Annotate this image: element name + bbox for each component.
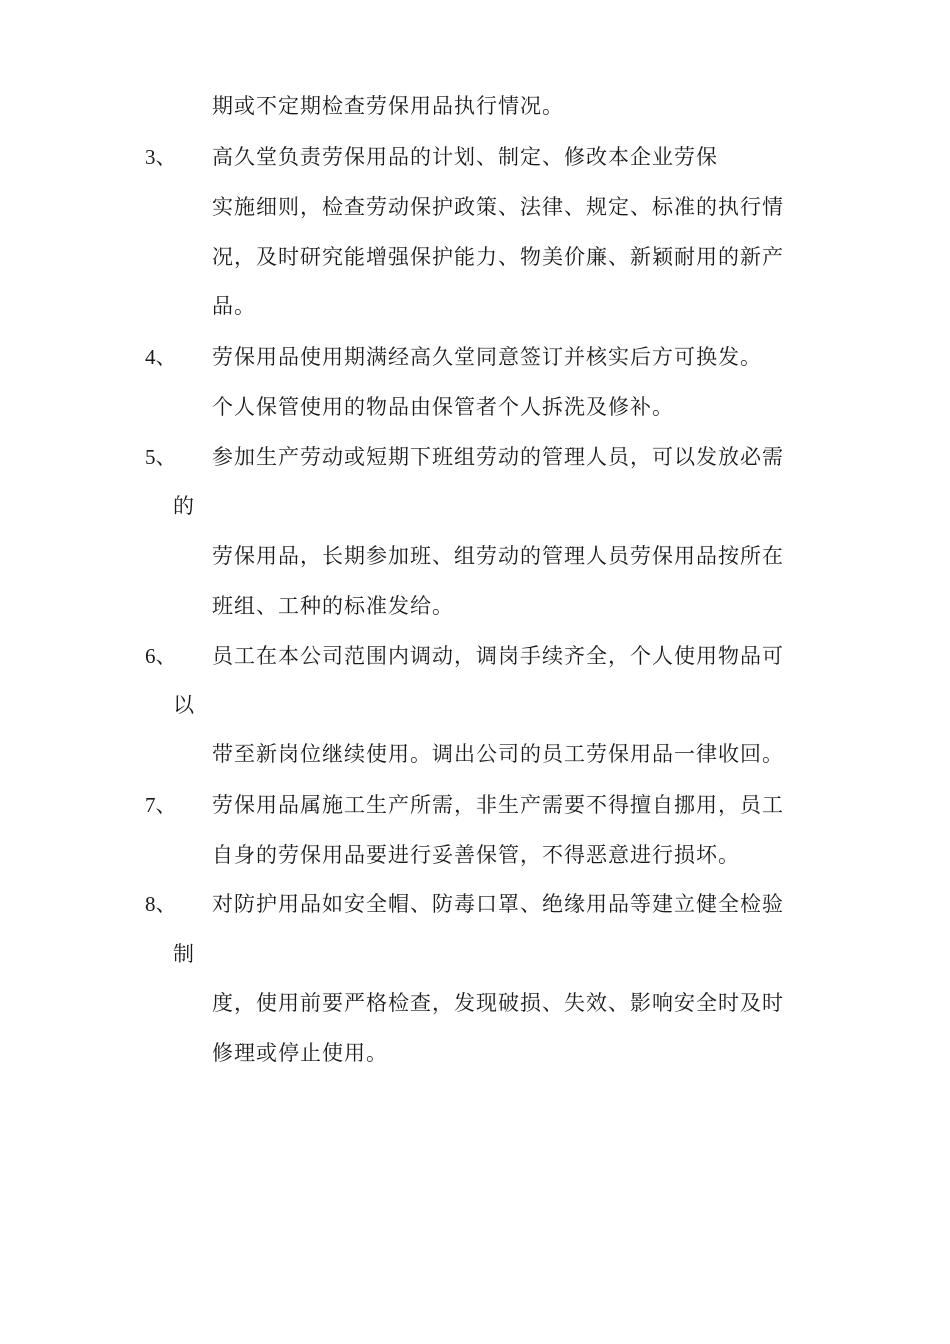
text-line: 以 [173, 693, 195, 717]
item-number-8: 8、 [145, 892, 177, 916]
text-line: 参加生产劳动或短期下班组劳动的管理人员，可以发放必需 [212, 445, 784, 469]
item-number-5: 5、 [145, 445, 177, 469]
text-line: 劳保用品使用期满经高久堂同意签订并核实后方可换发。 [212, 345, 762, 369]
text-line: 高久堂负责劳保用品的计划、制定、修改本企业劳保 [212, 145, 718, 169]
item-number-7: 7、 [145, 793, 177, 817]
text-line: 员工在本公司范围内调动，调岗手续齐全，个人使用物品可 [212, 644, 784, 668]
text-line: 自身的劳保用品要进行妥善保管，不得恶意进行损坏。 [212, 843, 740, 867]
text-line: 品。 [212, 294, 256, 318]
text-line: 的 [173, 494, 195, 518]
text-line: 修理或停止使用。 [212, 1041, 388, 1065]
text-line: 班组、工种的标准发给。 [212, 594, 454, 618]
text-line: 劳保用品属施工生产所需，非生产需要不得擅自挪用，员工 [212, 793, 784, 817]
text-line: 制 [173, 942, 195, 966]
item-number-6: 6、 [145, 644, 177, 668]
item-number-4: 4、 [145, 345, 177, 369]
text-line: 带至新岗位继续使用。调出公司的员工劳保用品一律收回。 [212, 742, 784, 766]
text-line: 实施细则，检查劳动保护政策、法律、规定、标准的执行情 [212, 195, 784, 219]
text-line: 对防护用品如安全帽、防毒口罩、绝缘用品等建立健全检验 [212, 892, 784, 916]
text-line: 个人保管使用的物品由保管者个人拆洗及修补。 [212, 395, 674, 419]
item-number-3: 3、 [145, 145, 177, 169]
text-line: 况，及时研究能增强保护能力、物美价廉、新颖耐用的新产 [212, 245, 784, 269]
text-line: 度，使用前要严格检查，发现破损、失效、影响安全时及时 [212, 991, 784, 1015]
text-line: 劳保用品，长期参加班、组劳动的管理人员劳保用品按所在 [212, 544, 784, 568]
text-line: 期或不定期检查劳保用品执行情况。 [212, 94, 564, 118]
